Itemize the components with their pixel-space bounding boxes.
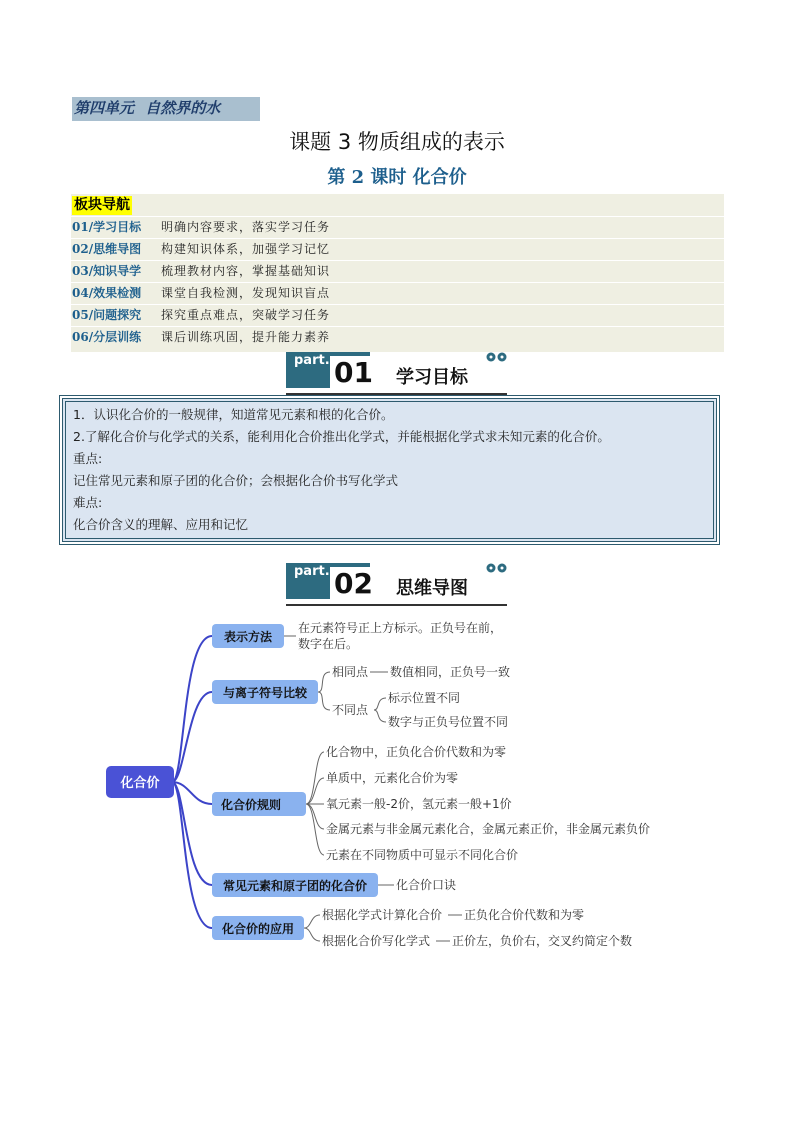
nav-item-desc: 探究重点难点，突破学习任务 — [161, 308, 331, 322]
leaf-text: 根据化合价写化学式 — [322, 934, 431, 948]
decor-dots-icon — [486, 562, 508, 574]
part-tag: part. — [294, 353, 330, 368]
part-number: 01 — [330, 356, 377, 390]
leaf-text: 标示位置不同 — [388, 691, 461, 705]
nav-item[interactable] — [71, 216, 724, 237]
leaf-text: 化合物中，正负化合价代数和为零 — [326, 745, 507, 759]
nav-item-code: 06/分层训练 — [72, 330, 142, 344]
part-name: 学习目标 — [396, 367, 468, 388]
nav-item-code: 03/知识导学 — [72, 264, 142, 278]
key-point-label: 重点: — [73, 451, 103, 466]
unit-label: 第四单元 自然界的水 — [72, 97, 260, 121]
leaf-label: 相同点 — [332, 665, 369, 679]
leaf-text: 金属元素与非金属元素化合，金属元素正价，非金属元素负价 — [326, 822, 651, 836]
leaf-text: 正负化合价代数和为零 — [464, 908, 585, 922]
difficulty-label: 难点: — [73, 495, 103, 510]
nav-item-code: 04/效果检测 — [72, 286, 142, 300]
nav-title: 板块导航 — [74, 197, 130, 213]
nav-item-desc: 课后训练巩固，提升能力素养 — [161, 330, 331, 344]
branch-label: 化合价的应用 — [221, 922, 295, 936]
part-number: 02 — [330, 567, 377, 601]
leaf-text: 元素在不同物质中可显示不同化合价 — [326, 848, 519, 862]
part-name: 思维导图 — [396, 578, 468, 599]
objective-line: 1．认识化合价的一般规律，知道常见元素和根的化合价。 — [73, 407, 394, 422]
mind-map-connectors — [172, 636, 212, 928]
nav-item[interactable] — [71, 326, 724, 347]
part-header-01 — [286, 352, 507, 396]
mind-map — [0, 600, 794, 960]
leaf-text: 氧元素一般-2价，氢元素一般+1价 — [326, 797, 512, 811]
nav-item-code: 05/问题探究 — [72, 308, 142, 322]
leaf-text: 单质中，元素化合价为零 — [326, 771, 459, 785]
lesson-subtitle: 第 2 课时 化合价 — [327, 167, 467, 188]
nav-item-desc: 梳理教材内容，掌握基础知识 — [161, 264, 331, 278]
nav-item-desc: 课堂自我检测，发现知识盲点 — [161, 286, 331, 300]
leaf-text: 数值相同，正负号一致 — [390, 665, 511, 679]
branch-label: 表示方法 — [223, 630, 273, 644]
leaf-text: 根据化学式计算化合价 — [322, 908, 443, 922]
nav-item-desc: 构建知识体系，加强学习记忆 — [161, 242, 331, 256]
leaf-label: 不同点 — [332, 703, 369, 717]
nav-item[interactable] — [71, 282, 724, 303]
difficulty-text: 化合价含义的理解、应用和记忆 — [73, 517, 249, 532]
lesson-title: 课题 3 物质组成的表示 — [289, 130, 505, 154]
nav-item[interactable] — [71, 238, 724, 259]
nav-item[interactable] — [71, 304, 724, 325]
nav-item[interactable] — [71, 260, 724, 281]
nav-item-code: 01/学习目标 — [72, 220, 142, 234]
nav-item-code: 02/思维导图 — [72, 242, 142, 256]
branch-label: 与离子符号比较 — [222, 686, 308, 700]
nav-item-desc: 明确内容要求，落实学习任务 — [161, 220, 331, 234]
branch-label: 常见元素和原子团的化合价 — [222, 879, 368, 893]
mind-map-root-label: 化合价 — [120, 776, 160, 791]
part-tag: part. — [294, 564, 330, 579]
section-navigation — [71, 194, 724, 352]
leaf-text: 化合价口诀 — [396, 878, 457, 892]
decor-dots-icon — [486, 351, 508, 363]
leaf-text: 数字与正负号位置不同 — [388, 715, 509, 729]
leaf-text: 在元素符号正上方标示。正负号在前， — [298, 621, 503, 635]
part-underline — [286, 393, 507, 395]
leaf-text: 数字在后。 — [298, 637, 359, 651]
objective-line: 2.了解化合价与化学式的关系，能利用化合价推出化学式，并能根据化学式求未知元素的化合价。 — [73, 429, 610, 444]
leaf-text: 正价左，负价右，交叉约简定个数 — [452, 934, 633, 948]
learning-objectives — [62, 398, 717, 542]
key-point-text: 记住常见元素和原子团的化合价；会根据化合价书写化学式 — [73, 473, 399, 488]
branch-label: 化合价规则 — [220, 798, 282, 812]
